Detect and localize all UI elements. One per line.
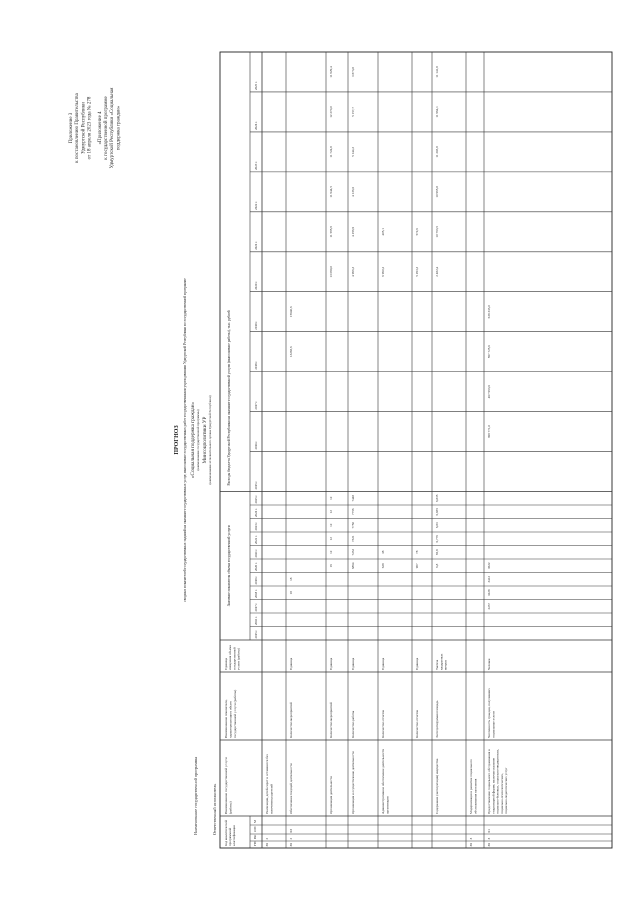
row-name: попечения родителей (269, 784, 274, 814)
header-unit: Единица (224, 658, 228, 670)
header-year: 2019 г. (254, 575, 258, 585)
row-expense-value: 11 944,5 (329, 186, 333, 198)
header-year: 2018 г. (254, 589, 258, 598)
document-title: ПРОГНОЗ (174, 425, 180, 455)
ministry-caption: (наименование исполнительного органа Удмуртской Республики) (208, 395, 212, 485)
row-name: обслуживания населения (473, 778, 478, 814)
row-volume-value: 16 (329, 564, 333, 568)
row-name: организации (385, 796, 390, 814)
row-unit: Единица (351, 657, 355, 670)
header-year: 2020 г. (254, 281, 258, 290)
row-name: Административное обеспечение деятельности (381, 748, 385, 814)
row-volume-value: 3412 (487, 575, 491, 583)
row-volume-value: 6,776 (435, 535, 439, 543)
row-expense-value: 11 203,8 (435, 146, 439, 158)
header-code-sub: М (253, 819, 257, 823)
row-unit: квадратных (439, 653, 444, 670)
row-expense-value: 4 136,6 (351, 186, 355, 197)
row-expense-value: 5 293,3 (415, 266, 419, 277)
row-unit: Единица (289, 657, 293, 670)
appendix-line: «Приложение 4 (97, 111, 103, 145)
row-name: Обеспечение текущей деятельности (289, 763, 293, 814)
row-code: 30 (469, 843, 473, 847)
row-expense-value: 11 595,9 (329, 226, 333, 238)
header-unit: государственной (232, 647, 237, 670)
row-expense-value: 405,1 (381, 228, 385, 236)
row-volume-value: 6,835 (435, 508, 439, 516)
row-indicator: Количество отчетов (415, 710, 419, 738)
row-indicator: Количество работы (351, 710, 355, 738)
row-volume-value: 18 (289, 591, 293, 595)
row-volume-value: 38 (381, 550, 385, 554)
header-year: 2016 г. (254, 440, 258, 450)
header-year: 2023 г. (254, 161, 258, 170)
header-code: программной (228, 827, 232, 846)
row-unit: Тысяча (435, 659, 439, 670)
header-year: 2017 г. (254, 400, 258, 410)
header-code: классификации (232, 825, 236, 846)
row-expense-value: 12 270,0 (329, 106, 333, 118)
row-volume-value: 7321 (351, 535, 355, 543)
appendix-line: к постановлению Правительства (75, 93, 81, 163)
header-volume: Значение показателя объема государственной услуги (227, 525, 231, 607)
header-year: 2020 г. (254, 562, 258, 571)
row-volume-value: 3622 (487, 562, 491, 570)
ministry-name: Минсоцполитики УР (202, 416, 208, 464)
row-indicator: Количество отчетов (381, 710, 385, 738)
header-year: 2022 г. (254, 535, 258, 544)
header-year: 2025 г. (254, 81, 258, 90)
row-name: стационарной форме, включая оказание (491, 757, 496, 814)
row-unit: метров (443, 660, 448, 670)
row-name: социально-бытовых, социально-медицинских, (495, 748, 500, 814)
header-unit: измерения объема (228, 645, 233, 670)
row-volume-value: 628 (381, 563, 385, 569)
header-expense: Расходы бюджета Удмуртской Республики на оказание государственной услуги (выполнение работы), тыс. рублей (227, 310, 231, 486)
row-volume-value: 2237 (487, 602, 491, 610)
row-code: 30 (265, 843, 269, 847)
header-code-sub: Пп (253, 834, 257, 839)
row-name: Реализация, детей-сирот и оставшихся без (265, 754, 269, 814)
row-expense-value: 11 141,8 (435, 66, 439, 78)
program-name: «Социальная поддержка граждан» (190, 401, 196, 479)
header-year: 2019 г. (254, 321, 258, 330)
row-name: Предоставление социального обслуживания в (487, 749, 491, 814)
header-year: 2017 г. (254, 602, 258, 612)
row-expense-value: 3 873,8 (351, 67, 355, 77)
header-code-sub: ОМ (253, 826, 257, 832)
header-year: 2023 г. (254, 521, 258, 531)
row-volume-value: 6,8 (435, 563, 439, 568)
row-code: 03 (289, 829, 293, 833)
row-volume-value: 7750 (351, 521, 355, 529)
row-unit: Единица (329, 657, 333, 670)
header-year: 2015 г. (254, 629, 258, 639)
appendix-line: от 18 апреля 2023 года № 278 (87, 96, 93, 160)
row-volume-value: 78 (415, 550, 419, 554)
row-code: 2 (289, 837, 293, 840)
header-year: 2025 г. (254, 494, 258, 504)
row-name: Модернизация и развитие социального (469, 759, 473, 814)
header-unit: услуги (работы) (236, 648, 241, 670)
row-volume-value: 12 (329, 523, 333, 527)
row-volume-value: 6864 (351, 562, 355, 570)
row-expense-value: 467 963,6 (487, 385, 491, 399)
row-indicator: Количество мероприятий (329, 702, 333, 738)
row-expense-value: 10 965,8 (435, 186, 439, 198)
row-expense-value: 11 964,1 (435, 106, 439, 118)
header-code: Код аналитической (224, 819, 228, 846)
row-volume-value: 12 (329, 550, 333, 554)
appendix-line: Приложение 3 (69, 112, 74, 144)
row-expense-value: 13283,6 (289, 346, 293, 358)
row-volume-value: 6,835 (435, 494, 439, 502)
header-year: 2016 г. (254, 616, 258, 625)
row-expense-value: 15640,6 (289, 306, 293, 318)
row-volume-value: 6,83 (435, 522, 439, 529)
header-code-sub: ГП (253, 841, 257, 846)
row-expense-value: 11 724,8 (329, 146, 333, 158)
row-code: 2 (265, 837, 269, 840)
row-expense-value: 4 256,9 (351, 226, 355, 237)
row-name: Организация деятельности (329, 776, 333, 814)
row-name: Содержание (эксплуатация) имущества (435, 758, 439, 814)
row-name: социально-педагогических услуг (504, 767, 509, 814)
row-volume-value: 12 (329, 496, 333, 500)
header-name: Наименование государственной услуги (224, 757, 228, 814)
header-year: 2018 г. (254, 360, 258, 370)
row-code: 3 (487, 837, 491, 840)
row-unit: Человек (487, 658, 491, 670)
row-expense-value: 398 771,0 (487, 424, 491, 439)
header-year: 2021 г. (254, 548, 258, 558)
header-indicator: характеризующего объем (228, 701, 233, 738)
header-indicator: государственной услуги (работы) (232, 689, 237, 738)
executor-label: Ответственный исполнитель (212, 783, 217, 835)
row-name: Организация и осуществление деятельности (351, 751, 355, 814)
header-year: 2022 г. (254, 201, 258, 210)
row-indicator: Эксплуатируемая площадь (435, 700, 439, 738)
program-caption: (наименование государственной программы) (196, 409, 200, 471)
row-name: социально-психологических, (499, 773, 504, 814)
appendix-line: к государственной программе (104, 96, 109, 160)
row-code: 30 (487, 843, 491, 847)
header-year: 2015 г. (254, 480, 258, 490)
row-expense-value: 572,6 (415, 228, 419, 236)
program-label: Наименование государственной программы (193, 756, 198, 835)
row-expense-value: 10 763,5 (435, 226, 439, 238)
row-expense-value: 638 333,0 (487, 305, 491, 319)
header-indicator: Наименование показателя, (224, 699, 228, 738)
appendix-line: Удмуртской Республики (81, 102, 87, 154)
row-volume-value: 7232 (351, 548, 355, 556)
appendix-line: Удмуртской Республики «Социальная (110, 87, 116, 169)
header-year: 2024 г. (254, 121, 258, 130)
row-expense-value: 6 960,2 (381, 266, 385, 277)
row-volume-value: 12 (329, 537, 333, 541)
row-expense-value: 5 144,3 (351, 146, 355, 157)
row-volume-value: 18 (289, 577, 293, 581)
row-code: 01 (487, 829, 491, 833)
row-indicator: Численность граждан, получивших (487, 688, 491, 738)
header-year: 2021 г. (254, 241, 258, 250)
row-expense-value: 5 157,7 (351, 106, 355, 117)
row-expense-value: 2 482,4 (435, 266, 439, 277)
row-volume-value: 7756 (351, 508, 355, 516)
row-volume-value: 907 (415, 563, 419, 569)
header-name: (работы) (228, 801, 233, 814)
row-unit: Единица (415, 657, 419, 670)
row-indicator: Количество мероприятий (289, 702, 293, 738)
row-indicator: социальные услуги (491, 710, 496, 738)
row-volume-value: 7448 (351, 494, 355, 502)
row-code: 30 (289, 843, 293, 847)
row-code: 3 (469, 837, 473, 840)
row-expense-value: 11 929,4 (329, 66, 333, 78)
appendix-line: поддержка граждан» (116, 105, 122, 151)
header-year: 2024 г. (254, 508, 258, 517)
row-expense-value: 597 725,6 (487, 345, 491, 359)
row-volume-value: 65,8 (435, 549, 439, 556)
document-subtitle: сводных показателей государственных заданий на оказание государственных услуг, выполнение государственных работ государственными учреждениями Удмуртской Республики по государственной программе (183, 278, 187, 602)
row-volume-value: 12 (329, 510, 333, 514)
row-volume-value: 3228 (487, 589, 491, 597)
row-expense-value: 13 090,0 (329, 265, 333, 278)
row-unit: Единица (381, 657, 385, 670)
row-expense-value: 4 966,3 (351, 266, 355, 277)
